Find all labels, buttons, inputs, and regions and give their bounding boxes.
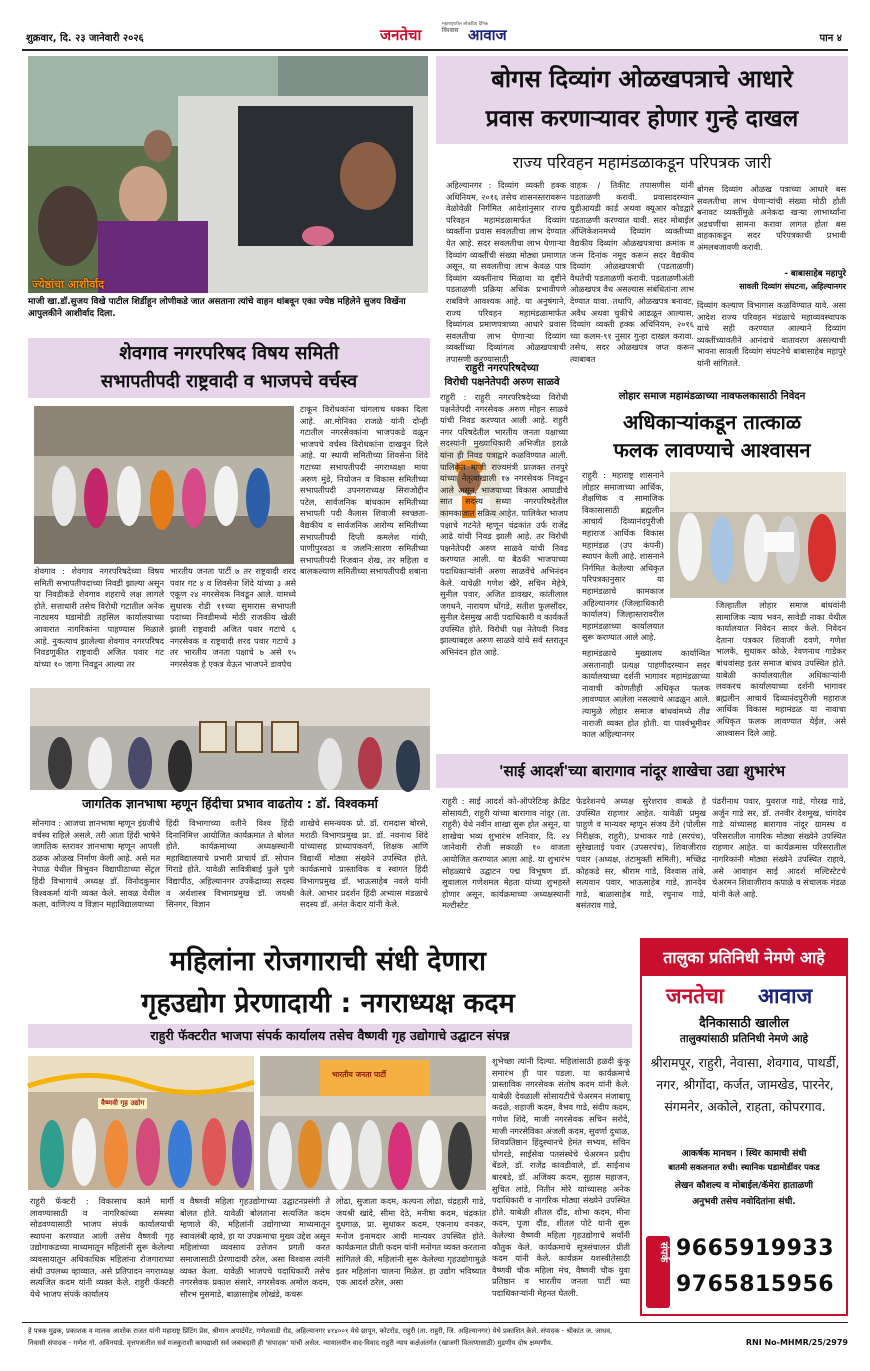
story5-col1: राहुरी : महाराष्ट्र शासनाने लोहार समाजाच्या आर्थिक, शैक्षणिक व सामाजिक विकासासाठी ब्रह्मलीन आचार्य दिव्यानंदपुरीजी महाराज आर्थिक विकास महामंडळ (उप कंपनी) स्थापन केली आहे. शासनाने निर्गमित केलेल्या अधिकृत परिपत्रकानुसार या महामंडळाचे कामकाज अहिल्यानगर (जिल्हाधिकारी कार्यालय) जिल्हास्तरावरील महामंडळाच्या कार्यालयात सुरू करण्यात आले आहे. [582,470,664,643]
story5-col3: जिल्हातील लोहार समाज बांधवांनी सामाजिक न्याय भवन, सावेडी नाका येथील कार्यालयात निवेदन सादर केले. निवेदन देताना पत्रकार शिवाजी दवणे, गणेश भालके, सुधाकर कोळे, रेवणनाथ गाडेकर बांधवांसह इतर समाज बांधव उपस्थित होते. याबेळी कार्यालयातील अधिकाऱ्यांनी लवकरच कार्यालयाच्या दर्शनी भागावर ब्रह्मलीन आचार्य दिव्यानंदपुरीजी महाराज आर्थिक विकास महामंडळ या नावाचा अधिकृत फलक लावण्यात येईल, असे आश्वासन दिले आहे. [716,600,846,738]
ad-offer1: आकर्षक मानधन । स्थिर कामाची संधी [681,1149,807,1159]
story4-body: राहुरी : राहुरी नगरपरिषदेच्या विरोधी पक्षनेतेपदी नगरसेवक अरुण मोहन साळवे यांची निवड करण्यात आली आहे. राहुरी नगर परिषदेतील भारतीय जनता पक्षाच्या सदस्यांनी मुख्याधिकारी अभिजीत हराळे यांना ही निवड पत्राद्वारे कळविण्यात आली. पालिकेत माजी राज्यमंत्री प्राजक्त तनपुरे यांच्या नेतृत्वाखाली १७ नगरसेवक निवडून आले असून, भाजपाच्या विकास आघाडीचे सात सदस्य सध्या नगरपरिषदेतील कामकाजात सक्रिय आहेत. पालिकेत भाजप पक्षाचे गटनेते म्हणून चंद्रकांत उर्फ राजेंद्र आढे यांची निवड झाली आहे. तर विरोधी पक्षनेतेपदी अरुण साळवे यांची निवड करण्यात आली. या बैठकी भाजपाच्या पदाधिकाऱ्यांनी अरुण साळवेंचे अभिनंदन केले. याचेळी गणेश खैरे, सचिन मेहेत्रे, सुनील पवार, अजित डावखर, कांतीलाल जगधने, नारायण धोंगडे, सतीश फुलसौंदर, सुनील देसमुख आदी पदाधिकारी व कार्यकर्ते उपस्थित होते. विरोधी पक्ष नेतेपदी निवड झाल्याबद्दल अरुण साळवे यांचे सर्व स्तरातून अभिनंदन होत आहे. [440,392,568,658]
masthead-logo-mid: विश्वास [442,27,459,34]
story2-col2: वाहक / तिकीट तपासणीस यांनी पडताळणी करावी. प्रवासादरम्यान युडीआयडी कार्ड अथवा क्यूआर कोडद्वारे पडताळणी करण्यात यावी. सदर मोबाईल अ‍ॅप्लिकेशनमध्ये दिव्यांग व्यक्तीच्या वैद्यकीय दिव्यांग ओळखपत्राचा क्रमांक व जन्म दिनांक नमूद करून सदर वैद्यकीय दिव्यांग ओळखपत्राची (पडताळणी) वैधतेची पडताळणी करावी. पडताळणीअंती ओळखपत्र वैध असल्यास संबंधितांना लाभ देण्यात यावा. तथापि, ओळखपत्र बनावट, अवैध अथवा चुकीचे आढळून आल्यास, दिव्यांग व्यक्ती हक्क अधिनियम, २०१६ च्या कलम-९१ नुसार गुन्हा दाखल करावा. तसेच, सदर ओळखपत्र जप्त करून त्याबाबत [570,180,694,364]
story8-photo1 [28,1056,254,1190]
story5-col2: महामंडळाचे मुख्यालय कार्यान्वित असतानाही प्रत्यक्ष पाहणीदरम्यान सदर कार्यालयाच्या दर्शनी भागावर महामंडळाच्या नावाची कोणतीही अधिकृत फलक लावण्यात आलेला नसल्याचे आढळून आले. त्यामुळे लोहार समाज बांधवांमध्ये तीव्र नाराजी व्यक्त होत होती. या पार्श्वभूमीवर काल अहिल्यानगर [582,648,710,740]
masthead-logo [376,24,532,46]
story8-photo2 [260,1056,486,1190]
ad-logo-left: जनतेचा [666,984,724,1008]
story8-col3: लोढा, सुजाता कदम, कल्पना लोढा, चंद्रहारी गाडे, जयश्री खांदे, सीमा देठे, मनीषा कदम, चंद्रकांत दुधगाळ, प्रा. सुधाकर कदम, एकनाथ वनकर, मनोज इनामदार आदी मान्यवर उपस्थित होते. कार्यक्रमात प्रीती कदम यांनी मनोगत व्यक्त करताना सांगितले की, महिलांनी सुरू केलेल्या गृहउद्योगामुळे इतर महिलांना चालना मिळेल. हा उद्योग भविष्यात एक आदर्श ठरेल, असा [336,1196,486,1288]
ad-logo [662,980,832,1010]
story1-caption: माजी खा.डॉ.सुजय विखे पाटील शिर्डीहून लोणीकडे जात असताना त्यांचे वाहन थांबवून एका ज्येष्ठ महिलेने सुजय विखेंना आपुलकीने आशीर्वाद दिला. [28,297,406,319]
story3-headline-2: सभापतीपदी राष्ट्रवादी व भाजपचे वर्चस्व [100,371,358,392]
masthead [22,24,848,48]
masthead-rule [22,49,848,51]
story2-quote: बोगस दिव्यांग ओळख पत्राच्या आधारे बस सवलतीचा लाभ घेणाऱ्यांची संख्या मोठी होती बनावट व्यक्तींमुळे अनेकदा खऱ्या लाभार्थ्यांना अडचणींचा सामना करावा लागत होता बस वाहकाकडून सदर परिपत्रकाची प्रभावी अंमलबजावणी करावी. [697,184,846,252]
story8-subhead: राहुरी फॅक्टरीत भाजपा संपर्क कार्यालय तसेच वैष्णवी गृह उद्योगाचे उद्घाटन संपन्न [150,1028,510,1043]
story6-col1: सोनगाव : आजचा ज्ञानभाषा म्हणून इंग्रजीचे वर्चस्व राहिले असले, तरी आता हिंदी भाषेने जागतिक स्तरावर ज्ञानभाषा म्हणून आपली ठळक ओळख निर्माण केली आहे. असे मत नेपाळ येथील त्रिभुवन विद्यापीठाच्या सेंट्रल हिंदी विभागाचे अध्यक्ष डॉ. विनोदकुमार विश्वकर्मा यांनी व्यक्त केले. सावळ येथील कला, वाणिज्य व विज्ञान महाविद्यालयाच्या [32,818,160,910]
story2-quote-org: सावली दिव्यांग संघटना, अहिल्यानगर [739,282,846,291]
story3-photo-image [34,406,294,564]
footer-line2: निवासी संपादक - गणेश गो. अविनयाडे. वृत्तपत्रातील सर्व मजकुराशी कायद्याशी सर्व जबाबदारी ही 'संपादक' यांची असेल. न्यायालयीन वाद-विवाद राहुरी न्याय कक्षेअंतर्गत (खाजगी वितरणासाठी) मुद्रणीय दोष क्षम्यणीय. [28,1339,554,1347]
story3-side: टाकून विरोधकांना चांगलाच धक्का दिला आहे. आ.मोनिका राजळे यांनी दोन्ही गटातील नगरसेवकांना भाजपकडे वळून भाजपचे वर्चस्व विरोधकांना दाखवून दिले आहे. या स्थायी समितीच्या शिवसेना शिंदे गटाच्या सभापतीपदी नगराध्यक्षा माया अरुण मुंडे, नियोजन व विकास समितीच्या सभापतीपदी उपनगराध्यक्ष सिराजोद्दीन पटेल, सार्वजनिक बांधकाम समितीच्या सभापती पदी कैलास शिवाजी स्वच्छता-वैद्यकीय व सार्वजनिक आरोग्य समितीच्या सभापतीपदी दिप्ती कमलेश गांधी, पाणीपुरवठा व जलनि:सारण समितीच्या सभापतीपदी रिजवान शेख, तर महिला व बालकल्याण समितीच्या सभापतीपदी शबाना [300,404,428,577]
story7-headline: 'साई आदर्श'च्या बारागाव नांदूर शाखेचा उद्या शुभारंभ [498,762,785,780]
story8-headline-2: गृहउद्योग प्रेरणादायी : नगराध्यक्ष कदम [141,988,515,1019]
page-number: पान ४ [819,33,842,44]
story5-headline-2: फलक लावण्याचे आश्वासन [613,438,811,462]
story1-photo-image [28,56,428,293]
footer-rule [22,1322,848,1323]
ad-logo-right: आवाज [758,984,813,1008]
story1-photo [28,56,428,293]
story8-photo2-banner: भारतीय जनता पार्टी [332,1070,386,1079]
story7-col3: पंढरीनाथ पवार, युवराज गाडे, गोरख गाडे, अर्जुन गाडे सर, डॉ. तनवीर देशमुख, चांगदेव गाडे यांच्यासह बारागाव नांदूर ग्रामस्थ व परिसरातील नागरिक मोठ्या संख्येने उपस्थित राहणार आहेत. या कार्यक्रमास परिसरातील नागरिकांनी मोठ्या संख्येने उपस्थित राहावे, असे आवाहन साई आदर्श मल्टिस्टेटचे चेअरमन शिवाजीराव कपाळे व संचालक मंडळ यांनी केले आहे. [712,796,846,899]
story8-headline-1: महिलांना रोजगाराची संधी देणारा [169,946,487,977]
story6-photo [30,688,430,790]
ad-contact-tab [646,1236,670,1308]
story6-col2: हिंदी विभागाच्या वतीने विश्व हिंदी दिनानिमित्त आयोजित कार्यक्रमात ते बोलत होते. कार्यक्रमाच्या अध्यक्षस्थानी महाविद्यालयाचे प्रभारी प्राचार्य डॉ. सोपान गिराडे होते. यावेळी सावित्रीबाई फुले पुणे विद्यापीठ, अहिल्यानगर उपकेंद्राच्या सदस्य व अर्थशास्त्र विभागप्रमुख डॉ. जयश्री सिनगर, विज्ञान [166,818,294,910]
story4-kicker-2: विरोधी पक्षनेतेपदी अरुण साळवे [444,377,560,388]
masthead-logo-right: आवाज [468,26,507,44]
story3-col1: शेवगाव : शेवगाव नगरपरिषदेच्या विषय समिती सभापतीपदाच्या निवडी झाल्या असून या निवडीकडे शेवगाव शहराचे लक्ष लागले होते. सत्ताधारी तसेच विरोधी गटातील अनेक नाट्यमय घडामोडी तहसिल कार्यालयाच्या आवारात नागरिकांना पाहण्यास मिळाले आहे. नुकत्याच झालेल्या शेवगाव नगरपरिषद निवडणुकीत राष्ट्रवादी अजित पवार गट यांच्या १० जागा निवडून आल्या तर [34,566,164,669]
story2-subhead: राज्य परिवहन महामंडळाकडून परिपत्रक जारी [512,153,772,172]
story8-col1: राहुरी फॅक्टरी : विकासाच कामे मार्गी लावण्यासाठी व नागरिकांच्या समस्या सोडवण्यासाठी भाजप संपर्क कार्यालयाची स्थापना करण्यात आली तसेच वैष्णवी गृह उद्योगाकडच्या माध्यमातून महिलांनी सुरू केलेल्या व्यवसायातून अधिकाधिक महिलांना रोजगाराच्या संधी उपलब्ध व्हाव्यात, असे प्रतिपादन नगराध्यक्ष सत्यजित कदम यांनी व्यक्त केले. राहुरी फॅक्टरी येथे भाजप संपर्क कार्यालय [30,1196,174,1299]
story2-col1: अहिल्यानगर : दिव्यांग व्यक्ती हक्क अधिनियम, २०१६ तसेच शासनस्तरावरून वेळोवेळी निर्गमित आदेशांनुसार राज्य परिवहन महामंडळामार्फत दिव्यांग व्यक्तींना प्रवास सवलतीचा लाभ देण्यात येत आहे. सदर सवलतीचा लाभ घेणाऱ्या दिव्यांग व्यक्तींची संख्या मोठ्या प्रमाणात असून, या सवलतीचा लाभ केवळ पात्र दिव्यांग व्यक्तींनाच मिळावा या दृष्टीने पडताळणी प्रक्रिया अधिक प्रभावीपणे राबविणे आवश्यक आहे. या अनुषंगाने, राज्य परिवहन महामंडळामार्फत दिव्यांगत्व प्रमाणपत्राच्या आधारे प्रवास सवलतीचा लाभ घेणाऱ्या दिव्यांग व्यक्तींच्या दिव्यांगत्व ओळखपत्राची तपासणी करण्यासाठी [446,180,566,364]
story2-headline-2: प्रवास करणाऱ्यावर होणार गुन्हे दाखल [485,106,799,132]
ad-phone2[interactable]: 9765815956 [676,1272,835,1297]
recruitment-ad [640,938,848,1316]
ad-line1: दैनिकासाठी खालील [699,1015,789,1030]
ad-contact-label: संपर्क [658,1242,669,1263]
masthead-tagline: महाराष्ट्रातील लोकप्रिय दैनिक [442,22,489,27]
story3-photo [34,406,294,564]
ad-offer2: बातमी सकलनात रुची। स्थानिक घडामोडींवर पकड [668,1162,820,1172]
ad-title: तालुका प्रतिनिधी नेमणे आहे [663,948,825,967]
story7-col2: फेडरेशनचे अध्यक्ष सुरेशराव वाबळे हे उपस्थित राहणार आहेत. यावेळी प्रमुख पाहुणे व मान्यवर म्हणून संजय ठेंगे (पोलीस निरीक्षक, राहुरी), प्रभाकर गाडे (सरपंच), सुरेखाताई पवार (उपसरपंच), शिवाजीराव पवार (अध्यक्ष, तंटामुक्ती समिती), मच्छिंद्र कोहकडे सर, श्रीराम गाडे, विश्वास तांबे, सत्यवान पवार, भाऊसाहेब गाडे, ज्ञानदेव गाडे, बाळासाहेब गाडे, रघुनाथ गाडे, बसंतराव गाडे, [576,796,706,911]
issue-date: शुक्रवार, दि. २३ जानेवारी २०२६ [26,33,144,44]
masthead-logo-left: जनतेचा [380,26,422,44]
story2-col3: दिव्यांग कल्याण विभागास कळविण्यात यावे. असा आदेश राज्य परिवहन मंडळाचे महाव्यवस्थापक यांचे सही करण्यात आल्याने दिव्यांग व्यक्तींच्यावतीने आनंदाचे वातावरण असल्याची भावना सावली दिव्यांग संघटनेचे बाबासाहेब महापुरे यांनी सांगितले. [697,300,846,368]
story6-headline: जागतिक ज्ञानभाषा म्हणून हिंदीचा प्रभाव वाढतोय : डॉ. विश्वकर्मा [82,796,378,811]
story8-photo1-banner: वैष्णवी गृह उद्योग [98,1098,147,1109]
story8-col2: व वैष्णवी महिला गृहउद्योगाच्या उद्घाटनप्रसंगी ते बोलत होते. यावेळी बोलताना सत्यजित कदम म्हणाले की, महिलांनी उद्योगाच्या माध्यमातून स्वावलंबी व्हावे, हा या उपक्रमाचा मुख्य उद्देश असून महिलांच्या व्यवसाय उत्तेजन प्रगती करत समाजासाठी प्रेरणादायी ठरेल, असा विश्वास त्यांनी व्यक्त केला. यावेळी भाजपचे पदाधिकारी तसेच नगरसेवक प्रकाश संसारे, नगरसेवक अमोल कदम, सौरभ मुसमाडे, बाळासाहेब लोखंडे, कचरू [180,1196,330,1299]
story4-kicker-1: राहुरी नगरपरिषदेच्या [465,363,539,374]
ad-phone1[interactable]: 9665919933 [676,1236,835,1261]
story5-headline-1: अधिकाऱ्यांकडून तात्काळ [622,410,802,434]
story2-headline-1: बोगस दिव्यांग ओळखपत्राचे आधारे [491,65,793,93]
story3-headline-1: शेवगाव नगरपरिषद विषय समिती [119,343,339,364]
ad-offer4: अनुभवी तसेच नवोदितांना संधी. [692,1197,796,1207]
ad-talukas: श्रीरामपूर, राहुरी, नेवासा, शेवगाव, पाथर्डी, नगर, श्रीगोंदा, कर्जत, जामखेड, पारनेर, संगमनेर, अकोले, राहता, कोपरगाव. [650,1055,840,1114]
story8-photo1-image [28,1056,254,1190]
footer-line1: हे पत्रक मुद्रक, प्रकाशक व मालक आशोक राजत यांनी महाराष्ट्र प्रिंटिंग प्रेस, श्रीमान अपार्टमेंट, गणेशवाडी रोड, अहिल्यानगर ४१४००१ येथे छापून, कोटरोड, राहुरी (ता. राहुरी, जि. अहिल्यानगर) येथे प्रकाशित केले. संपादक - श्रीकांत ज. जाधव, [28,1327,613,1335]
story3-col2: भारतीय जनता पार्टी ७ तर राष्ट्रवादी शरद पवार गट ४ व शिवसेना शिंदे यांच्या ३ असे एकूण २४ नगरसेवक निवडून आले. यामध्ये सुधारक रोडी ११च्या सुमारास सभापती पदाच्या निवडीमध्ये मोठी राजकीय खेळी झाली राष्ट्रवादी अजित पवार गटाचे ६ नगरसेवक व राष्ट्रवादी शरद पवार गटाचे ३ तर भारतीय जनता पक्षाचे ७ असे १५ नगरसेवक हे एकत्र येऊन भाजपने डावपेच [170,566,296,669]
ad-offer3: लेखन कौशल्य व मोबाईल/कॅमेरा हाताळणी [674,1181,814,1191]
story5-photo [670,472,846,598]
ad-line2: तालुक्यांसाठी प्रतिनिधी नेमणे आहे [679,1033,809,1045]
story2-quote-box [697,184,846,294]
story6-photo-image [30,688,430,790]
story5-photo-image [670,472,846,598]
story1-caption-title: ज्येष्ठांचा आशीर्वाद [32,278,105,291]
story2-quote-signature: - बाबासाहेब महापुरे [784,269,846,279]
story5-kicker: लोहार समाज महामंडळाच्या नावफलकासाठी निवेदन [618,391,806,402]
story6-col3: शाखेचे समन्वयक प्रो. डॉ. रामदास बोरसे, मराठी विभागप्रमुख प्रा. डॉ. नवनाथ शिंदे यांच्यासह प्राध्यापकवर्ग, शिक्षक आणि विद्यार्थी मोठ्या संख्येने उपस्थित होते. कार्यक्रमाचे प्रास्ताविक व स्वागत हिंदी विभागप्रमुख डॉ. भाऊसाहेब नवले यांनी केले. आभार प्रदर्शन हिंदी अभ्यास मंडळाचे सदस्य डॉ. अनंत केदार यांनी केले. [300,818,428,910]
footer-rni: RNI No-MHMR/25/2979 [745,1338,848,1347]
story8-col4: शुभेच्छा त्यांनी दिल्या. महिलांसाठी हळदी कुंकू समारंभ ही पार पडला. या कार्यक्रमाचे प्रास्ताविक नगरसेवक संतोष कदम यांनी केले. याबेळी देवळाली सोसायटीचे चेअरमन मंजाबापू कदळे, शहाजी कदम, वैभव गाडे, संदीप कदम, गणेश शिंदे, माजी नगरसेवक सचिन सरोदे, माजी नगरसेविका अंजली कदम, सुवर्णा दुधाळ, शिवप्रतिष्ठान हिंदुस्थानचे हेमंत सभ्यव, सचिन घोगरडे, साईसेवा पतसंस्थेचे चेअरमन प्रदीप बेंडले, डॉ. राजेंद्र कावडीवाले, डॉ. साईनाथ बारबडे, डॉ. अजिंक्य कदम, सुहास महाजन, सुचित लांडे, नितीन मोरे याांच्यासह अनेक पदाधिकारी व नागरिक मोठ्या संख्येने उपस्थित होते. याबेळी शीतल दौंड, शोभा कदम, मीना कदम, पूजा दौंड, शीतल पोटे यांनी सुरू केलेल्या वैष्णवी महिला गृहउद्योगाचे सर्वांनी कौतुक केले. कार्यक्रमाचे सूत्रसंचालन प्रीती कदम यांनी केले. कार्यक्रम यशस्वीतेसाठी वैष्णवी चौक महिला मंच, वैष्णवी चौक युवा प्रतिष्ठान व भारतीय जनता पार्टी च्या पदाधिकाऱ्यांनी मेहनत घेतली. [492,1056,630,1298]
story7-col1: राहुरी : साई आदर्श को-ऑपरेटिव्ह क्रेडिट सोसायटी, राहुरी यांच्या बारागाव नांदूर (ता. राहुरी) येथे नवीन शाखा सुरू होत असून, या शाखेचा भव्य शुभारंभ शनिवार, दि. २४ जानेवारी रोजी सकाळी १० वाजता आयोजित करण्यात आला आहे. या शुभारंभ सोहळ्याचे उद्घाटन पद्म विभूषण डॉ. सुवालाल गणेशमल मेहता यांच्या शुभहस्ते होणार असून, कार्यक्रमाच्या अध्यक्षस्थानी मल्टीस्टेट [442,796,570,911]
